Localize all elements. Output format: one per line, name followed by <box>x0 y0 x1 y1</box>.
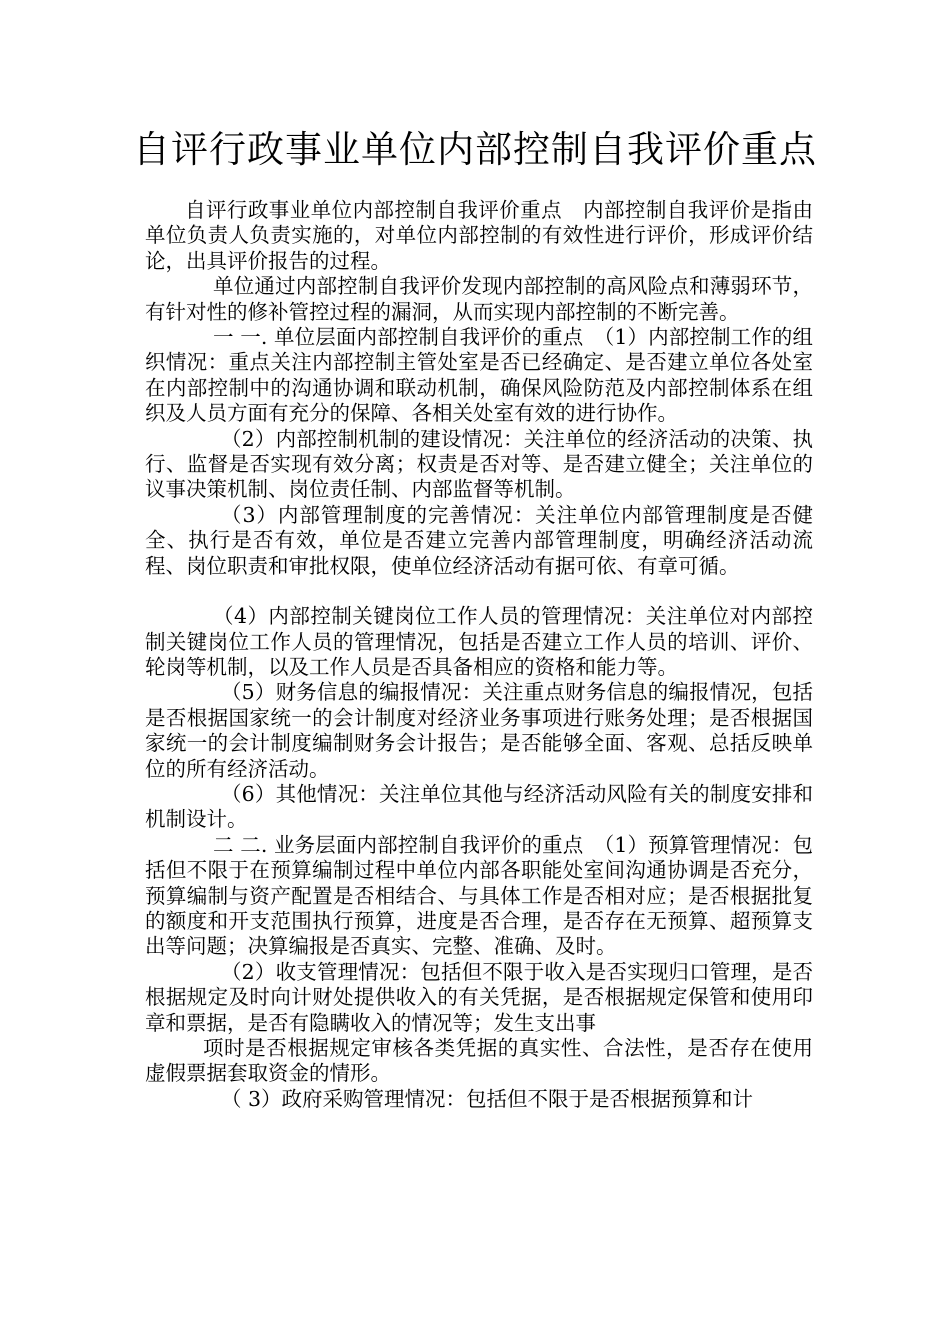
paragraph-business-level-3: （ 3）政府采购管理情况：包括但不限于是否根据预算和计 <box>221 1086 754 1111</box>
document-title: 自评行政事业单位内部控制自我评价重点 <box>133 128 817 171</box>
paragraph-business-level-2-continued: 项时是否根据规定审核各类凭据的真实性、合法性，是否存在使用虚假票据套取资金的情形。 <box>145 1036 813 1086</box>
paragraph-intro: 自评行政事业单位内部控制自我评价重点 内部控制自我评价是指由单位负责人负责实施的，对单位内部控制的有效性进行评价，形成评价结论，出具评价报告的过程。 <box>145 198 813 273</box>
paragraph-business-level-1: 二 二. 业务层面内部控制自我评价的重点 （1）预算管理情况：包括但不限于在预算编制过程中单位内部各职能处室间沟通协调是否充分，预算编制与资产配置是否相结合、与具体工作是否相对应；是否根据批复的额度和开支范围执行预算，进度是否合理，是否存在无预算、超预算支出等问题；决算编报是否真实、完整、准确、及时。 <box>145 832 813 959</box>
paragraph-unit-level-4: （4）内部控制关键岗位工作人员的管理情况：关注单位对内部控制关键岗位工作人员的管理情况，包括是否建立工作人员的培训、评价、轮岗等机制，以及工作人员是否具备相应的资格和能力等。 <box>145 604 813 679</box>
paragraph-unit-level-6: （6）其他情况：关注单位其他与经济活动风险有关的制度安排和机制设计。 <box>145 781 813 832</box>
document-body <box>145 198 813 1112</box>
paragraph-business-level-2: （2）收支管理情况：包括但不限于收入是否实现归口管理，是否根据规定及时向计财处提供收入的有关凭据，是否根据规定保管和使用印章和票据，是否有隐瞒收入的情况等；发生支出事 <box>145 959 813 1035</box>
paragraph-unit-level-1: 一 一. 单位层面内部控制自我评价的重点 （1）内部控制工作的组织情况：重点关注内部控制主管处室是否已经确定、是否建立单位各处室在内部控制中的沟通协调和联动机制，确保风险防范及内部控制体系在组织及人员方面有充分的保障、各相关处室有效的进行协作。 <box>145 325 813 426</box>
paragraph-purpose: 单位通过内部控制自我评价发现内部控制的高风险点和薄弱环节，有针对性的修补管控过程的漏洞，从而实现内部控制的不断完善。 <box>145 274 813 324</box>
paragraph-unit-level-2: （2）内部控制机制的建设情况：关注单位的经济活动的决策、执行、监督是否实现有效分离；权责是否对等、是否建立健全；关注单位的议事决策机制、岗位责任制、内部监督等机制。 <box>145 426 813 502</box>
paragraph-unit-level-3: （3）内部管理制度的完善情况：关注单位内部管理制度是否健全、执行是否有效，单位是否建立完善内部管理制度，明确经济活动流程、岗位职责和审批权限，使单位经济活动有据可依、有章可循。 <box>145 502 813 578</box>
paragraph-unit-level-5: （5）财务信息的编报情况：关注重点财务信息的编报情况，包括是否根据国家统一的会计制度对经济业务事项进行账务处理；是否根据国家统一的会计制度编制财务会计报告；是否能够全面、客观、总括反映单位的所有经济活动。 <box>145 680 813 781</box>
